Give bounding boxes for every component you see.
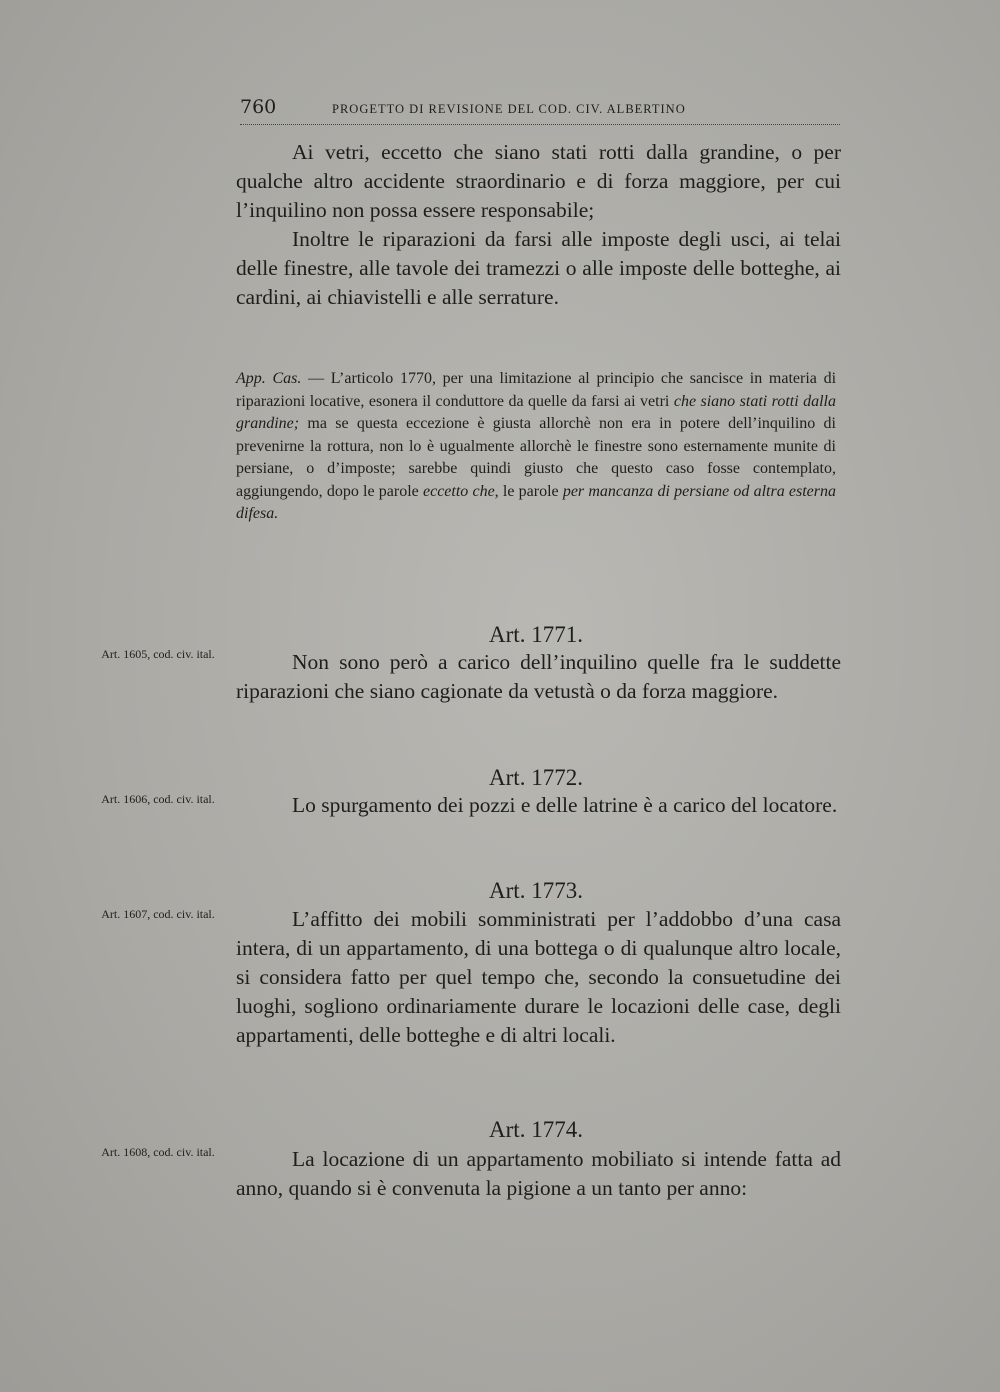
article-heading: Art. 1772. — [489, 765, 583, 790]
intro-paragraph: Inoltre le riparazioni da farsi alle imposte degli usci, ai telai delle finestre, alle tavole dei tramezzi o alle imposte delle botteghe, ai cardini, ai chiavistelli e alle serrature. — [236, 227, 841, 309]
margin-reference: Art. 1607, cod. civ. ital. — [101, 907, 215, 921]
article-heading: Art. 1774. — [489, 1117, 583, 1142]
intro-text — [236, 138, 841, 312]
article-paragraph: La locazione di un appartamento mobiliato si intende fatta ad anno, quando si è convenuta la pigione a un tanto per anno: — [236, 1147, 841, 1200]
article-paragraph: Lo spurgamento dei pozzi e delle latrine è a carico del locatore. — [292, 793, 838, 817]
note-italic: eccetto che, — [422, 482, 499, 500]
running-title: PROGETTO DI REVISIONE DEL COD. CIV. ALBERTINO — [332, 102, 686, 116]
article-text — [236, 1145, 841, 1203]
commentary-note — [236, 368, 836, 526]
margin-reference: Art. 1605, cod. civ. ital. — [101, 647, 215, 661]
margin-reference: Art. 1608, cod. civ. ital. — [101, 1145, 215, 1159]
margin-reference: Art. 1606, cod. civ. ital. — [101, 792, 215, 806]
note-italic: per mancanza di persiane od altra esterna difesa. — [236, 482, 837, 522]
page-header — [240, 96, 840, 126]
article-text — [236, 905, 841, 1050]
intro-paragraph: Ai vetri, eccetto che siano stati rotti dalla grandine, o per qualche altro accidente straordinario e di forza maggiore, per cui l’inquilino non possa essere responsabile; — [236, 140, 841, 222]
article-paragraph: Non sono però a carico dell’inquilino quelle fra le suddette riparazioni che siano cagionate da vetustà o da forza maggiore. — [236, 650, 841, 703]
note-text: — L’articolo 1770, per una limitazione al principio che sancisce in materia di riparazioni locative, esonera il conduttore da quelle da farsi ai vetri — [236, 370, 837, 410]
article-paragraph: L’affitto dei mobili somministrati per l’addobbo d’una casa intera, di un appartamento, di una bottega o di qualunque altro locale, si considera fatto per quel tempo che, secondo la consuetudine dei luoghi, sogliono ordinariamente durare le locazioni delle case, degli appartamenti, delle botteghe e di altri locali. — [236, 907, 841, 1047]
article-text — [236, 648, 841, 706]
note-italic: che siano stati rotti dalla grandine; — [236, 392, 837, 432]
note-label: App. Cas. — [236, 370, 302, 387]
page-number: 760 — [240, 96, 277, 118]
note-text: ma se questa eccezione è giusta allorchè non era in potere dell’inquilino di prevenirne la rottura, non lo è ugualmente allorchè le finestre sono esternamente munite di persiane, o d’imposte; sarebbe quindi giusto che questo caso fosse contemplato, aggiungendo, dopo le parole — [236, 415, 836, 500]
article-text — [236, 791, 841, 820]
header-rule — [240, 124, 840, 125]
article-heading: Art. 1773. — [489, 878, 583, 903]
note-text: le parole — [498, 482, 563, 500]
article-heading: Art. 1771. — [489, 622, 583, 647]
